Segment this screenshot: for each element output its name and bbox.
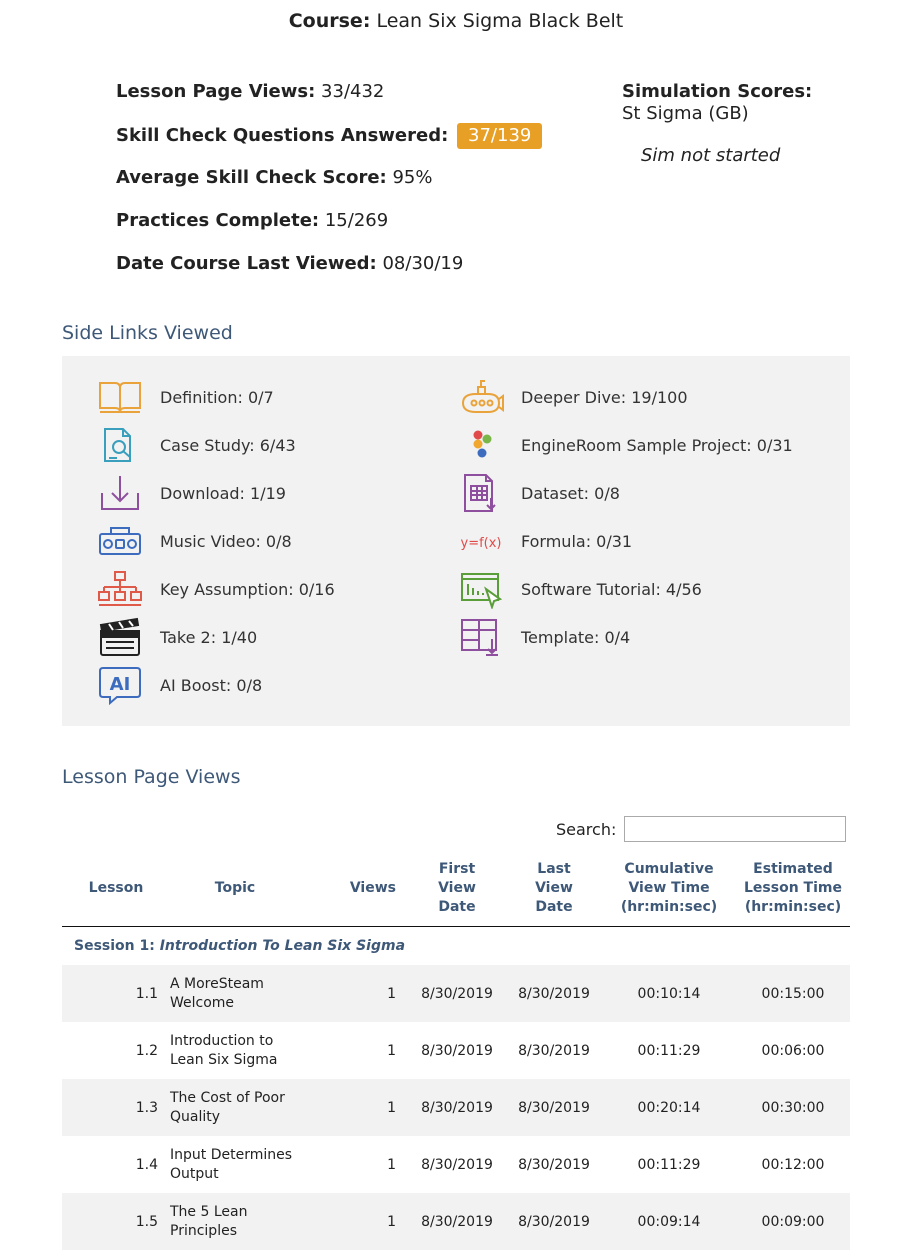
side-link-label: Formula: 0/31 <box>521 531 633 551</box>
side-link-label: Definition: 0/7 <box>160 387 274 407</box>
session-cell <box>62 927 850 966</box>
stat-value: 33/432 <box>321 81 385 102</box>
ai-boost-icon <box>96 665 144 705</box>
cell-cumulative-time: 00:10:14 <box>602 965 736 1022</box>
column-header-cumulative-view-time[interactable]: Cumulative View Time (hr:min:sec) <box>602 850 736 927</box>
side-link-label: EngineRoom Sample Project: 0/31 <box>521 435 793 455</box>
table-row <box>62 1022 850 1079</box>
side-link-definition[interactable] <box>96 377 274 417</box>
cell-estimated-time: 00:06:00 <box>761 1042 825 1059</box>
side-link-software-tutorial[interactable] <box>457 569 702 609</box>
side-link-formula[interactable] <box>457 521 632 561</box>
cell-lesson: 1.1 <box>62 965 170 1022</box>
cell-first-view-date: 8/30/2019 <box>421 1156 493 1173</box>
cell-last-view-date: 8/30/2019 <box>506 965 602 1022</box>
side-link-label: Download: 1/19 <box>160 483 286 503</box>
stat-value: 95% <box>392 167 433 188</box>
side-link-ai-boost[interactable] <box>96 665 262 705</box>
svg-text:y=f(x): y=f(x) <box>460 536 502 551</box>
simulation-name: St Sigma (GB) <box>622 103 749 124</box>
side-link-music-video[interactable] <box>96 521 292 561</box>
stat-label: Date Course Last Viewed: <box>116 253 377 274</box>
side-link-label: Dataset: 0/8 <box>521 483 620 503</box>
side-link-key-assumption[interactable] <box>96 569 335 609</box>
simulation-status: Sim not started <box>641 145 781 166</box>
side-link-template[interactable] <box>457 617 630 657</box>
search-label: Search: <box>556 819 617 839</box>
column-header-first-view-date[interactable]: First View Date <box>408 850 506 927</box>
cell-first-view-date: 8/30/2019 <box>408 1193 506 1250</box>
search-input[interactable] <box>624 816 846 842</box>
column-header-views[interactable]: Views <box>300 850 408 927</box>
cell-last-view-date: 8/30/2019 <box>506 1193 602 1250</box>
cell-estimated-time: 00:09:00 <box>736 1193 850 1250</box>
side-link-label: Key Assumption: 0/16 <box>160 579 335 599</box>
column-header-estimated-lesson-time[interactable]: Estimated Lesson Time (hr:min:sec) <box>736 850 850 927</box>
stat-label: Skill Check Questions Answered: <box>116 125 449 146</box>
search-box <box>556 816 846 842</box>
side-link-engineroom-sample[interactable] <box>457 425 793 465</box>
cell-estimated-time: 00:15:00 <box>736 965 850 1022</box>
clapperboard-icon <box>96 617 144 657</box>
cell-topic: Introduction to Lean Six Sigma <box>170 1032 278 1068</box>
column-header-lesson[interactable]: Lesson <box>62 850 170 927</box>
cell-views: 1 <box>387 1042 396 1059</box>
table-row <box>62 1079 850 1136</box>
side-link-label: Case Study: 6/43 <box>160 435 296 455</box>
side-link-dataset[interactable] <box>457 473 620 513</box>
course-name: Lean Six Sigma Black Belt <box>376 10 624 32</box>
cell-views: 1 <box>300 1193 408 1250</box>
cell-topic: The 5 Lean Principles <box>170 1193 300 1250</box>
side-link-deeper-dive[interactable] <box>457 377 688 417</box>
cell-cumulative-time: 00:11:29 <box>637 1042 701 1059</box>
skill-check-badge: 37/139 <box>457 123 542 149</box>
side-link-label: Template: 0/4 <box>521 627 631 647</box>
cell-lesson: 1.5 <box>62 1193 170 1250</box>
cell-views: 1 <box>387 1156 396 1173</box>
cell-lesson: 1.4 <box>135 1156 158 1173</box>
side-links-panel <box>62 356 850 726</box>
stat-label: Lesson Page Views: <box>116 81 316 102</box>
stat-average-score <box>116 166 542 209</box>
cell-estimated-time: 00:30:00 <box>736 1079 850 1136</box>
side-link-take-2[interactable] <box>96 617 257 657</box>
column-header-last-view-date[interactable]: Last View Date <box>506 850 602 927</box>
cell-cumulative-time: 00:20:14 <box>602 1079 736 1136</box>
session-topic: Introduction To Lean Six Sigma <box>159 938 406 954</box>
dataset-icon <box>457 473 505 513</box>
cell-last-view-date: 8/30/2019 <box>518 1156 590 1173</box>
cell-first-view-date: 8/30/2019 <box>408 1079 506 1136</box>
course-title <box>0 10 908 32</box>
magnifier-document-icon <box>96 425 144 465</box>
cell-views: 1 <box>300 965 408 1022</box>
software-tutorial-icon <box>457 569 505 609</box>
download-icon <box>96 473 144 513</box>
stat-date-last-viewed <box>116 252 542 295</box>
simulation-scores <box>622 81 812 166</box>
side-link-download[interactable] <box>96 473 286 513</box>
cell-last-view-date: 8/30/2019 <box>506 1079 602 1136</box>
side-link-case-study[interactable] <box>96 425 296 465</box>
stat-value: 15/269 <box>324 210 389 231</box>
table-header-row <box>62 850 850 927</box>
cell-topic: Input Determines Output <box>170 1146 293 1182</box>
cell-views: 1 <box>300 1079 408 1136</box>
hexagon-cluster-icon <box>457 425 505 465</box>
column-header-topic[interactable]: Topic <box>170 850 300 927</box>
stat-skill-check-questions <box>116 123 542 166</box>
book-icon <box>96 377 144 417</box>
table-row <box>62 1193 850 1250</box>
session-label: Session 1: <box>74 938 155 954</box>
simulation-title: Simulation Scores: <box>622 81 813 102</box>
course-label: Course: <box>288 10 371 32</box>
stat-label: Practices Complete: <box>116 210 320 231</box>
lesson-views-heading: Lesson Page Views <box>62 766 241 788</box>
side-link-label: Software Tutorial: 4/56 <box>521 579 702 599</box>
formula-icon <box>457 521 505 561</box>
cell-cumulative-time: 00:11:29 <box>637 1156 701 1173</box>
cell-last-view-date: 8/30/2019 <box>518 1042 590 1059</box>
boombox-icon <box>96 521 144 561</box>
stat-practices-complete <box>116 209 542 252</box>
table-row <box>62 965 850 1022</box>
template-icon <box>457 617 505 657</box>
svg-text:AI: AI <box>109 674 131 695</box>
stat-value: 08/30/19 <box>382 253 464 274</box>
cell-estimated-time: 00:12:00 <box>761 1156 825 1173</box>
cell-first-view-date: 8/30/2019 <box>421 1042 493 1059</box>
org-chart-icon <box>96 569 144 609</box>
stat-label: Average Skill Check Score: <box>116 167 387 188</box>
session-row <box>62 927 850 966</box>
cell-lesson: 1.3 <box>62 1079 170 1136</box>
side-links-heading: Side Links Viewed <box>62 322 233 344</box>
stat-lesson-page-views <box>116 80 542 123</box>
side-link-label: Deeper Dive: 19/100 <box>521 387 688 407</box>
side-link-label: Take 2: 1/40 <box>160 627 258 647</box>
cell-topic: The Cost of Poor Quality <box>170 1079 300 1136</box>
course-stats <box>116 80 542 295</box>
side-link-label: Music Video: 0/8 <box>160 531 292 551</box>
lesson-views-table <box>62 850 850 1250</box>
cell-first-view-date: 8/30/2019 <box>408 965 506 1022</box>
side-link-label: AI Boost: 0/8 <box>160 675 263 695</box>
submarine-icon <box>457 377 505 417</box>
cell-lesson: 1.2 <box>135 1042 158 1059</box>
cell-topic: A MoreSteam Welcome <box>170 965 300 1022</box>
cell-cumulative-time: 00:09:14 <box>602 1193 736 1250</box>
table-row <box>62 1136 850 1193</box>
